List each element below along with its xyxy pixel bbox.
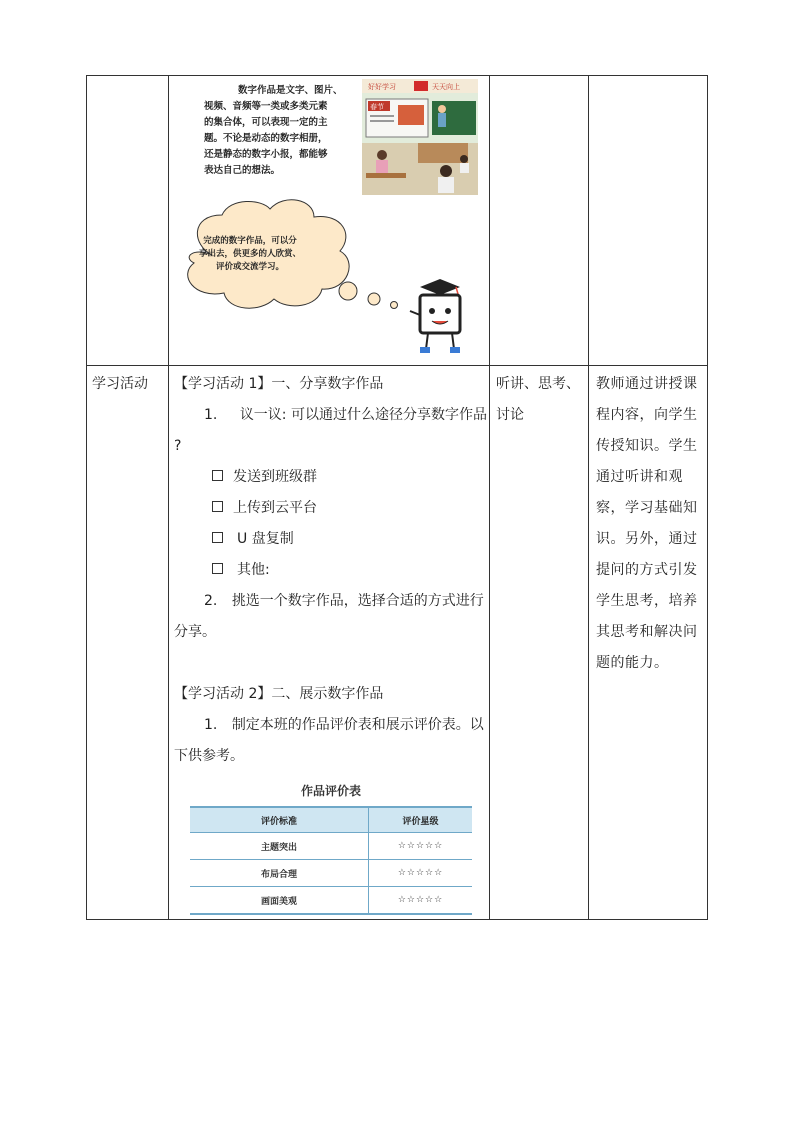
design-purpose: 教师通过讲授课程内容，向学生传授知识。学生通过听讲和观察，学习基础知识。另外，通过提问的方式引发学生思考，培养其思考和解决问题的能力。: [596, 376, 698, 671]
table-divider-2: [489, 75, 490, 920]
banner-right: 天天向上: [432, 83, 460, 91]
eval-header-rating: 评价星级: [369, 807, 473, 833]
eval-table: [190, 806, 472, 915]
activity2-question1: 1. 制定本班的作品评价表和展示评价表。以: [204, 717, 484, 733]
table-row: [190, 860, 472, 887]
classroom-illustration: [362, 79, 478, 195]
intro-text: 数字作品是文字、图片、 视频、音频等一类或多类元素 的集合体，可以表现一定的主 题。不论是动态的数字相册， 还是静态的数字小报，都能够 表达自己的想法。: [204, 85, 343, 176]
cloud-text: 完成的数字作品，可以分 享出去，供更多的人欣赏、 评价或交流学习。: [198, 236, 301, 272]
question-number: 1.: [204, 407, 218, 423]
checkbox-icon: [212, 501, 223, 512]
teaching-methods: 听讲、思考、讨论: [496, 376, 580, 423]
activity1-question1: [174, 400, 487, 431]
speech-cloud-illustration: [172, 195, 484, 365]
lesson-table: [86, 75, 708, 920]
eval-table-title: 作品评价表: [300, 784, 361, 798]
row-label: 学习活动: [92, 376, 148, 392]
checkbox-icon: [212, 532, 223, 543]
eval-criterion: 主题突出: [190, 833, 369, 860]
checkbox-icon: [212, 470, 223, 481]
option-item: 上传到云平台: [174, 493, 317, 524]
eval-table-header-row: [190, 807, 472, 833]
table-divider-1: [168, 75, 169, 920]
activity1-heading: 【学习活动 1】一、分享数字作品: [174, 376, 384, 392]
option-item: U 盘复制: [174, 524, 294, 555]
table-border-left: [86, 75, 87, 920]
star-rating: ☆☆☆☆☆: [369, 887, 473, 915]
eval-criterion: 画面美观: [190, 887, 369, 915]
star-rating: ☆☆☆☆☆: [369, 833, 473, 860]
activity2-heading: 【学习活动 2】二、展示数字作品: [174, 686, 384, 702]
table-border-right: [707, 75, 708, 920]
table-border-bottom: [86, 919, 708, 920]
option-item: 其他:: [174, 555, 270, 586]
checkbox-icon: [212, 563, 223, 574]
banner-left: 好好学习: [368, 83, 396, 91]
star-rating: ☆☆☆☆☆: [369, 860, 473, 887]
activity1-question2: 2. 挑选一个数字作品，选择合适的方式进行: [204, 593, 484, 609]
activity1-question1-tail: ?: [174, 438, 182, 454]
eval-header-criterion: 评价标准: [190, 807, 369, 833]
table-divider-3: [588, 75, 589, 920]
table-row: [190, 887, 472, 915]
question-text: 议一议: 可以通过什么途径分享数字作品: [239, 407, 487, 423]
activity1-question2-tail: 分享。: [174, 624, 216, 640]
table-border-top: [86, 75, 708, 76]
screen-title: 春节: [370, 103, 384, 111]
mascot-icon: [410, 279, 460, 353]
table-row-divider: [86, 365, 708, 366]
flag-icon: [414, 81, 428, 91]
activity2-question1-tail: 下供参考。: [174, 748, 244, 764]
table-row: [190, 833, 472, 860]
option-item: 发送到班级群: [174, 462, 317, 493]
eval-criterion: 布局合理: [190, 860, 369, 887]
